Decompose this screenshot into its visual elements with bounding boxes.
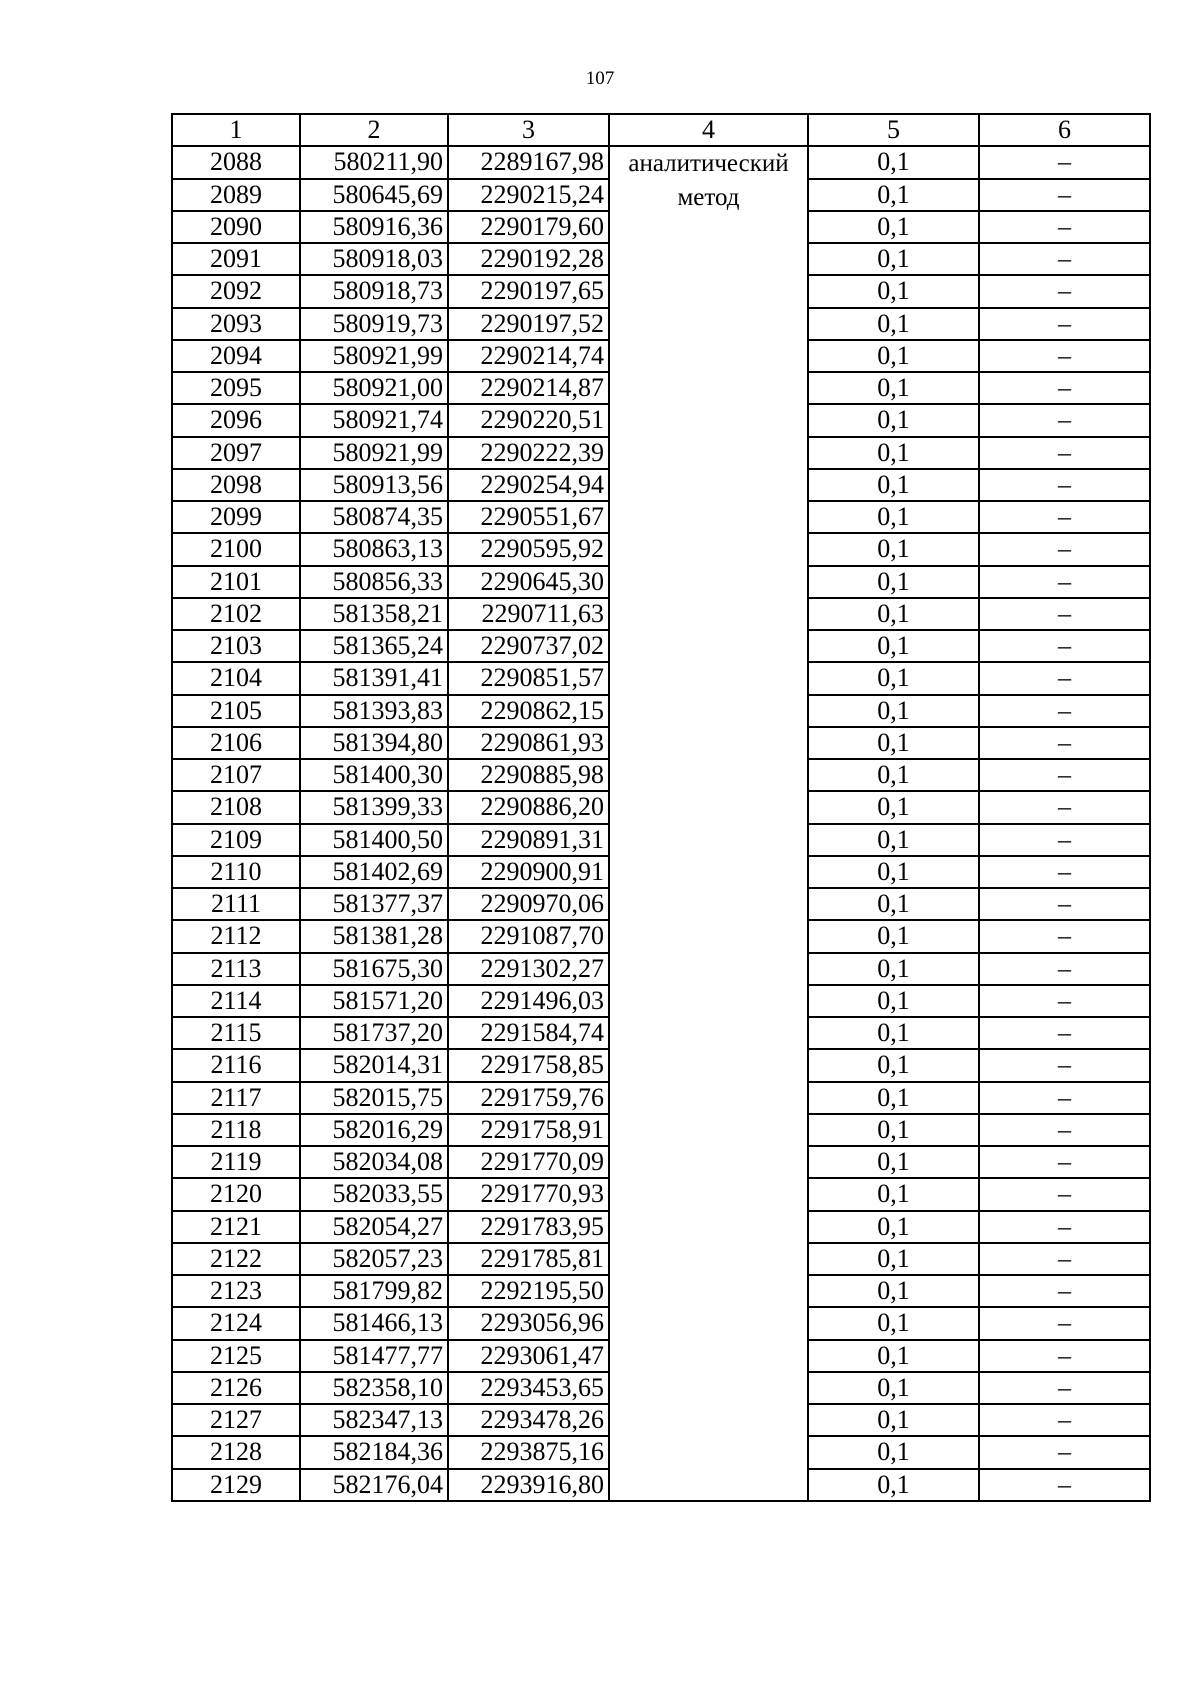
coordinate-y-cell: 2290851,57 [448, 662, 609, 694]
accuracy-cell: 0,1 [808, 953, 979, 985]
note-cell: – [979, 630, 1150, 662]
note-cell: – [979, 179, 1150, 211]
coordinate-x-cell: 581737,20 [300, 1017, 448, 1049]
note-cell: – [979, 1082, 1150, 1114]
note-cell: – [979, 985, 1150, 1017]
method-cell [609, 146, 808, 1501]
point-number-cell: 2120 [172, 1178, 300, 1210]
coordinate-x-cell: 581466,13 [300, 1307, 448, 1339]
point-number-cell: 2114 [172, 985, 300, 1017]
accuracy-cell: 0,1 [808, 469, 979, 501]
header-col-5: 5 [808, 114, 979, 146]
accuracy-cell: 0,1 [808, 791, 979, 823]
accuracy-cell: 0,1 [808, 501, 979, 533]
accuracy-cell: 0,1 [808, 404, 979, 436]
coordinate-x-cell: 580921,74 [300, 404, 448, 436]
point-number-cell: 2092 [172, 275, 300, 307]
note-cell: – [979, 1469, 1150, 1501]
note-cell: – [979, 372, 1150, 404]
note-cell: – [979, 275, 1150, 307]
coordinate-y-cell: 2291783,95 [448, 1211, 609, 1243]
accuracy-cell: 0,1 [808, 727, 979, 759]
accuracy-cell: 0,1 [808, 1017, 979, 1049]
coordinate-y-cell: 2293478,26 [448, 1404, 609, 1436]
coordinate-y-cell: 2290891,31 [448, 824, 609, 856]
coordinate-y-cell: 2291770,93 [448, 1178, 609, 1210]
header-col-4: 4 [609, 114, 808, 146]
point-number-cell: 2106 [172, 727, 300, 759]
accuracy-cell: 0,1 [808, 340, 979, 372]
coordinate-x-cell: 581799,82 [300, 1275, 448, 1307]
coordinate-y-cell: 2293056,96 [448, 1307, 609, 1339]
coordinate-x-cell: 582184,36 [300, 1436, 448, 1468]
point-number-cell: 2095 [172, 372, 300, 404]
accuracy-cell: 0,1 [808, 759, 979, 791]
note-cell: – [979, 791, 1150, 823]
note-cell: – [979, 695, 1150, 727]
point-number-cell: 2098 [172, 469, 300, 501]
accuracy-cell: 0,1 [808, 533, 979, 565]
coordinate-y-cell: 2290886,20 [448, 791, 609, 823]
coordinate-x-cell: 581477,77 [300, 1340, 448, 1372]
coordinate-y-cell: 2291785,81 [448, 1243, 609, 1275]
coordinate-y-cell: 2290885,98 [448, 759, 609, 791]
coordinate-x-cell: 580918,03 [300, 243, 448, 275]
point-number-cell: 2123 [172, 1275, 300, 1307]
accuracy-cell: 0,1 [808, 372, 979, 404]
note-cell: – [979, 1404, 1150, 1436]
point-number-cell: 2121 [172, 1211, 300, 1243]
accuracy-cell: 0,1 [808, 856, 979, 888]
accuracy-cell: 0,1 [808, 308, 979, 340]
coordinate-y-cell: 2290197,52 [448, 308, 609, 340]
coordinate-y-cell: 2290595,92 [448, 533, 609, 565]
coordinate-x-cell: 581402,69 [300, 856, 448, 888]
accuracy-cell: 0,1 [808, 179, 979, 211]
point-number-cell: 2126 [172, 1372, 300, 1404]
header-col-6: 6 [979, 114, 1150, 146]
coordinate-y-cell: 2291302,27 [448, 953, 609, 985]
header-col-2: 2 [300, 114, 448, 146]
note-cell: – [979, 1146, 1150, 1178]
note-cell: – [979, 824, 1150, 856]
note-cell: – [979, 308, 1150, 340]
note-cell: – [979, 566, 1150, 598]
coordinate-y-cell: 2291770,09 [448, 1146, 609, 1178]
coordinate-y-cell: 2290737,02 [448, 630, 609, 662]
accuracy-cell: 0,1 [808, 662, 979, 694]
coordinate-x-cell: 582054,27 [300, 1211, 448, 1243]
coordinate-y-cell: 2290645,30 [448, 566, 609, 598]
coordinate-y-cell: 2293916,80 [448, 1469, 609, 1501]
coordinate-y-cell: 2290551,67 [448, 501, 609, 533]
coordinate-x-cell: 581393,83 [300, 695, 448, 727]
coordinate-y-cell: 2293061,47 [448, 1340, 609, 1372]
coordinate-y-cell: 2290711,63 [448, 598, 609, 630]
accuracy-cell: 0,1 [808, 630, 979, 662]
note-cell: – [979, 1114, 1150, 1146]
coordinate-y-cell: 2290900,91 [448, 856, 609, 888]
point-number-cell: 2099 [172, 501, 300, 533]
coordinate-x-cell: 580211,90 [300, 146, 448, 178]
accuracy-cell: 0,1 [808, 243, 979, 275]
method-text-line: аналитический [628, 150, 789, 178]
coordinate-x-cell: 581391,41 [300, 662, 448, 694]
note-cell: – [979, 1017, 1150, 1049]
accuracy-cell: 0,1 [808, 1372, 979, 1404]
note-cell: – [979, 920, 1150, 952]
coordinate-y-cell: 2290862,15 [448, 695, 609, 727]
coordinate-y-cell: 2290179,60 [448, 211, 609, 243]
note-cell: – [979, 533, 1150, 565]
coordinate-y-cell: 2290220,51 [448, 404, 609, 436]
note-cell: – [979, 598, 1150, 630]
method-text-line: метод [677, 184, 740, 212]
table-row [172, 146, 1150, 178]
coordinate-x-cell: 580919,73 [300, 308, 448, 340]
accuracy-cell: 0,1 [808, 1436, 979, 1468]
coordinate-y-cell: 2290214,74 [448, 340, 609, 372]
coordinate-x-cell: 580913,56 [300, 469, 448, 501]
point-number-cell: 2097 [172, 437, 300, 469]
note-cell: – [979, 243, 1150, 275]
header-col-3: 3 [448, 114, 609, 146]
accuracy-cell: 0,1 [808, 1275, 979, 1307]
point-number-cell: 2117 [172, 1082, 300, 1114]
accuracy-cell: 0,1 [808, 1178, 979, 1210]
note-cell: – [979, 437, 1150, 469]
coordinate-x-cell: 581400,30 [300, 759, 448, 791]
point-number-cell: 2096 [172, 404, 300, 436]
point-number-cell: 2115 [172, 1017, 300, 1049]
note-cell: – [979, 1211, 1150, 1243]
header-row [172, 114, 1150, 146]
note-cell: – [979, 727, 1150, 759]
accuracy-cell: 0,1 [808, 146, 979, 178]
note-cell: – [979, 340, 1150, 372]
note-cell: – [979, 146, 1150, 178]
coordinate-y-cell: 2291087,70 [448, 920, 609, 952]
coordinate-y-cell: 2290197,65 [448, 275, 609, 307]
point-number-cell: 2104 [172, 662, 300, 694]
coordinate-x-cell: 580856,33 [300, 566, 448, 598]
point-number-cell: 2110 [172, 856, 300, 888]
coordinate-y-cell: 2290222,39 [448, 437, 609, 469]
accuracy-cell: 0,1 [808, 437, 979, 469]
coordinate-x-cell: 581365,24 [300, 630, 448, 662]
point-number-cell: 2128 [172, 1436, 300, 1468]
point-number-cell: 2094 [172, 340, 300, 372]
point-number-cell: 2118 [172, 1114, 300, 1146]
coordinate-x-cell: 581358,21 [300, 598, 448, 630]
accuracy-cell: 0,1 [808, 566, 979, 598]
point-number-cell: 2108 [172, 791, 300, 823]
point-number-cell: 2105 [172, 695, 300, 727]
point-number-cell: 2101 [172, 566, 300, 598]
point-number-cell: 2091 [172, 243, 300, 275]
accuracy-cell: 0,1 [808, 1307, 979, 1339]
header-col-1: 1 [172, 114, 300, 146]
note-cell: – [979, 1275, 1150, 1307]
coordinate-y-cell: 2290215,24 [448, 179, 609, 211]
point-number-cell: 2090 [172, 211, 300, 243]
coordinate-x-cell: 582015,75 [300, 1082, 448, 1114]
point-number-cell: 2119 [172, 1146, 300, 1178]
coordinate-x-cell: 580916,36 [300, 211, 448, 243]
accuracy-cell: 0,1 [808, 211, 979, 243]
accuracy-cell: 0,1 [808, 1340, 979, 1372]
note-cell: – [979, 404, 1150, 436]
coordinate-x-cell: 581571,20 [300, 985, 448, 1017]
coordinate-y-cell: 2293875,16 [448, 1436, 609, 1468]
point-number-cell: 2088 [172, 146, 300, 178]
accuracy-cell: 0,1 [808, 824, 979, 856]
accuracy-cell: 0,1 [808, 1404, 979, 1436]
point-number-cell: 2125 [172, 1340, 300, 1372]
accuracy-cell: 0,1 [808, 888, 979, 920]
coordinate-y-cell: 2291759,76 [448, 1082, 609, 1114]
coordinate-x-cell: 580921,99 [300, 437, 448, 469]
coordinate-y-cell: 2290214,87 [448, 372, 609, 404]
coordinate-x-cell: 580874,35 [300, 501, 448, 533]
note-cell: – [979, 501, 1150, 533]
coordinate-y-cell: 2289167,98 [448, 146, 609, 178]
coordinate-y-cell: 2291758,91 [448, 1114, 609, 1146]
accuracy-cell: 0,1 [808, 695, 979, 727]
note-cell: – [979, 1436, 1150, 1468]
accuracy-cell: 0,1 [808, 1243, 979, 1275]
coordinate-x-cell: 582057,23 [300, 1243, 448, 1275]
table-body [172, 146, 1150, 1501]
coordinate-x-cell: 581377,37 [300, 888, 448, 920]
accuracy-cell: 0,1 [808, 1211, 979, 1243]
point-number-cell: 2109 [172, 824, 300, 856]
note-cell: – [979, 469, 1150, 501]
point-number-cell: 2089 [172, 179, 300, 211]
coordinate-x-cell: 582033,55 [300, 1178, 448, 1210]
coordinate-y-cell: 2290970,06 [448, 888, 609, 920]
point-number-cell: 2112 [172, 920, 300, 952]
coordinate-x-cell: 581399,33 [300, 791, 448, 823]
note-cell: – [979, 1178, 1150, 1210]
table-header [172, 114, 1150, 146]
note-cell: – [979, 1049, 1150, 1081]
accuracy-cell: 0,1 [808, 1146, 979, 1178]
point-number-cell: 2129 [172, 1469, 300, 1501]
coordinates-table [171, 113, 1151, 1502]
coordinate-x-cell: 582016,29 [300, 1114, 448, 1146]
accuracy-cell: 0,1 [808, 1469, 979, 1501]
coordinate-y-cell: 2291584,74 [448, 1017, 609, 1049]
coordinate-x-cell: 582347,13 [300, 1404, 448, 1436]
coordinate-y-cell: 2292195,50 [448, 1275, 609, 1307]
note-cell: – [979, 211, 1150, 243]
note-cell: – [979, 759, 1150, 791]
point-number-cell: 2113 [172, 953, 300, 985]
accuracy-cell: 0,1 [808, 920, 979, 952]
accuracy-cell: 0,1 [808, 1114, 979, 1146]
coordinate-x-cell: 581381,28 [300, 920, 448, 952]
accuracy-cell: 0,1 [808, 985, 979, 1017]
note-cell: – [979, 1307, 1150, 1339]
coordinate-y-cell: 2290192,28 [448, 243, 609, 275]
coordinate-x-cell: 582358,10 [300, 1372, 448, 1404]
note-cell: – [979, 856, 1150, 888]
point-number-cell: 2124 [172, 1307, 300, 1339]
accuracy-cell: 0,1 [808, 598, 979, 630]
coordinate-x-cell: 580645,69 [300, 179, 448, 211]
point-number-cell: 2103 [172, 630, 300, 662]
coordinate-x-cell: 580921,99 [300, 340, 448, 372]
coordinate-x-cell: 580863,13 [300, 533, 448, 565]
point-number-cell: 2107 [172, 759, 300, 791]
note-cell: – [979, 1340, 1150, 1372]
coordinate-y-cell: 2291758,85 [448, 1049, 609, 1081]
point-number-cell: 2102 [172, 598, 300, 630]
coordinate-x-cell: 582034,08 [300, 1146, 448, 1178]
point-number-cell: 2111 [172, 888, 300, 920]
coordinate-x-cell: 580918,73 [300, 275, 448, 307]
coordinate-x-cell: 581675,30 [300, 953, 448, 985]
point-number-cell: 2127 [172, 1404, 300, 1436]
point-number-cell: 2093 [172, 308, 300, 340]
accuracy-cell: 0,1 [808, 275, 979, 307]
note-cell: – [979, 662, 1150, 694]
coordinate-x-cell: 582014,31 [300, 1049, 448, 1081]
point-number-cell: 2100 [172, 533, 300, 565]
coordinate-x-cell: 580921,00 [300, 372, 448, 404]
note-cell: – [979, 1372, 1150, 1404]
accuracy-cell: 0,1 [808, 1082, 979, 1114]
coordinate-x-cell: 581400,50 [300, 824, 448, 856]
note-cell: – [979, 953, 1150, 985]
coordinate-y-cell: 2290254,94 [448, 469, 609, 501]
accuracy-cell: 0,1 [808, 1049, 979, 1081]
coordinate-x-cell: 582176,04 [300, 1469, 448, 1501]
page-number: 107 [585, 68, 615, 89]
point-number-cell: 2116 [172, 1049, 300, 1081]
coordinate-y-cell: 2291496,03 [448, 985, 609, 1017]
note-cell: – [979, 1243, 1150, 1275]
coordinate-x-cell: 581394,80 [300, 727, 448, 759]
note-cell: – [979, 888, 1150, 920]
coordinate-y-cell: 2293453,65 [448, 1372, 609, 1404]
coordinate-y-cell: 2290861,93 [448, 727, 609, 759]
point-number-cell: 2122 [172, 1243, 300, 1275]
